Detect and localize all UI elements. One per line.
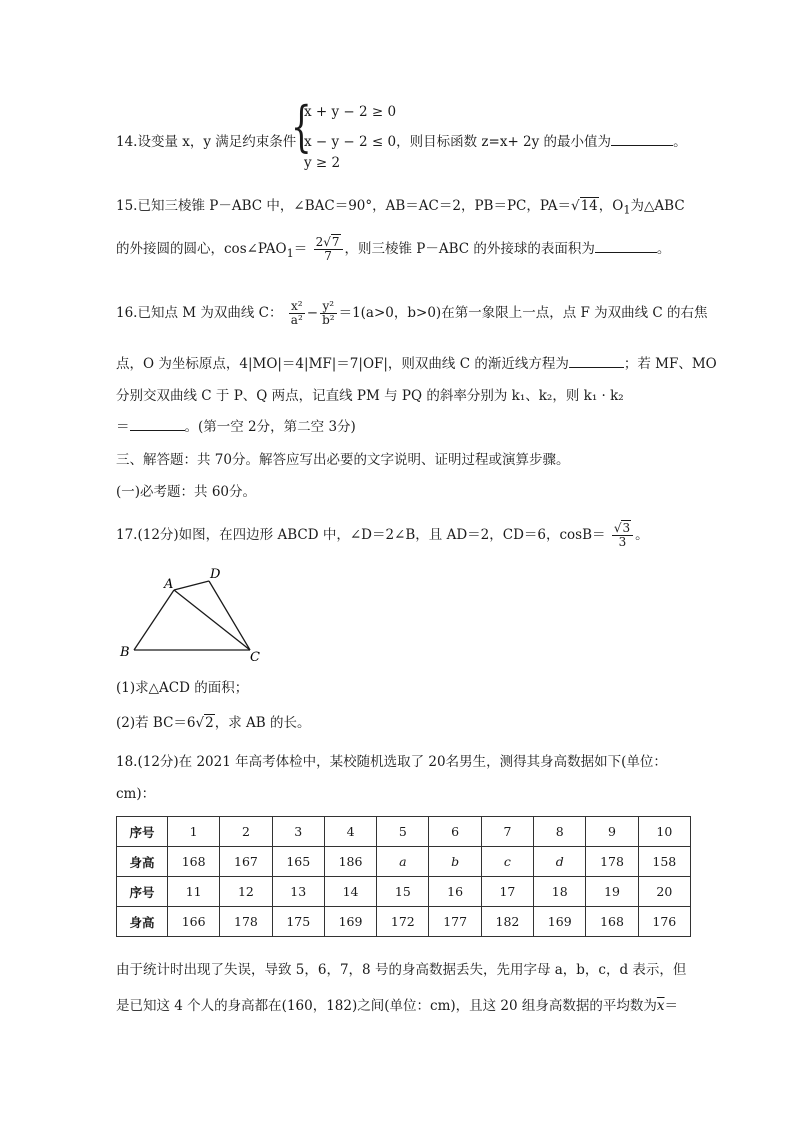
q17-part-2: [116, 711, 310, 731]
q15-sqrt-14: 14: [580, 198, 598, 214]
q17-frac-den: 3: [618, 535, 627, 550]
q16-answer-blank-2[interactable]: [130, 418, 185, 431]
q17-p2-sqrt: 2: [205, 715, 214, 731]
q17-p2a: (2)若 BC＝6: [116, 715, 196, 731]
table-cell: 158: [638, 847, 690, 877]
label-c: C: [250, 650, 260, 664]
q14-c2-text: x − y − 2 ≤ 0: [304, 134, 397, 150]
q16-a2: a²: [290, 313, 303, 328]
table-cell: 17: [481, 877, 533, 907]
q15-l1b: ，O: [598, 198, 624, 214]
q15-eq: ＝: [293, 241, 308, 258]
table-cell: 16: [429, 877, 481, 907]
q18-a2b: ＝: [664, 998, 679, 1014]
label-a: A: [164, 577, 174, 592]
q14-constraint-2: [304, 130, 687, 150]
label-b: B: [120, 645, 130, 660]
table-cell: b: [429, 847, 481, 877]
q15-line-1: [116, 194, 685, 217]
table-cell: 8: [534, 817, 586, 847]
q18-a2a: 是已知这 4 个人的身高都在(160，182)之间(单位：cm)，且这 20 组身高数据的平均数为: [116, 998, 657, 1014]
table-cell: c: [481, 847, 533, 877]
table-cell: d: [534, 847, 586, 877]
q15-frac-sqrt: 7: [331, 235, 340, 249]
q16-line-3: 分别交双曲线 C 于 P、Q 两点，记直线 PM 与 PQ 的斜率分别为 k₁、k₂，则 k₁ · k₂: [116, 388, 624, 404]
q16-l2b: ；若 MF、MO: [623, 356, 717, 372]
q18-after-2: [116, 994, 678, 1014]
q18-after-1: 由于统计时出现了失误，导致 5，6，7，8 号的身高数据丢失，先用字母 a，b，c，d 表示，但: [116, 962, 687, 978]
table-cell: 169: [534, 907, 586, 937]
q16-minus: −: [306, 305, 319, 322]
q14-stem: [116, 130, 296, 150]
table-cell: 10: [638, 817, 690, 847]
table-row: [117, 817, 691, 847]
table-cell: 2: [220, 817, 272, 847]
q16-line-2: [116, 352, 717, 372]
q17-end: 。: [635, 527, 649, 544]
q16-b2: b²: [322, 313, 335, 328]
table-cell: 14: [324, 877, 376, 907]
table-cell: 165: [272, 847, 324, 877]
table-cell: 1: [168, 817, 220, 847]
q17-stem: [116, 522, 649, 549]
row-label-no-2: 序号: [117, 877, 168, 907]
table-cell: 167: [220, 847, 272, 877]
q16-l2a: 点，O 为坐标原点，4|MO|＝4|MF|＝7|OF|，则双曲线 C 的渐近线方程为: [116, 356, 569, 372]
q14-answer-blank[interactable]: [611, 133, 673, 146]
table-cell: 9: [586, 817, 638, 847]
table-cell: 6: [429, 817, 481, 847]
q15-frac-coef: 2: [315, 235, 324, 249]
q15-frac-den: 7: [324, 249, 332, 264]
table-cell: 19: [586, 877, 638, 907]
q15-fraction: [314, 236, 343, 263]
q17-stem-text: 17.(12分)如图，在四边形 ABCD 中，∠D＝2∠B，且 AD＝2，CD＝6，cosB＝: [116, 527, 606, 544]
q17-p2b: ，求 AB 的长。: [214, 715, 311, 731]
table-cell: 7: [481, 817, 533, 847]
q18-stem-2: cm)：: [116, 786, 156, 802]
section-3-subheading: (一)必考题：共 60分。: [116, 484, 257, 500]
table-cell: 11: [168, 877, 220, 907]
q16-line-1: [116, 300, 708, 327]
q16-line-4: [116, 415, 356, 435]
table-row: [117, 907, 691, 937]
q15-sub1: 1: [623, 203, 631, 217]
table-cell: 166: [168, 907, 220, 937]
q18-stem-1: 18.(12分)在 2021 年高考体检中，某校随机选取了 20名男生，测得其身高数据如下(单位：: [116, 754, 667, 770]
edge-ab: [134, 590, 174, 650]
q17-part-1: (1)求△ACD 的面积；: [116, 680, 249, 696]
q16-frac-y: [320, 300, 337, 327]
q15-l2b: ，则三棱锥 P－ABC 的外接球的表面积为: [344, 241, 595, 258]
q14-constraint-1: x + y − 2 ≥ 0: [304, 104, 397, 120]
row-label-height-1: 身高: [117, 847, 168, 877]
q14-end: 。: [673, 134, 687, 150]
table-cell: 20: [638, 877, 690, 907]
q15-l1a: 15.已知三棱锥 P－ABC 中，∠BAC＝90°，AB＝AC＝2，PB＝PC，PA＝: [116, 198, 571, 214]
table-cell: 168: [168, 847, 220, 877]
edge-dc: [209, 581, 250, 650]
table-cell: 182: [481, 907, 533, 937]
table-cell: 176: [638, 907, 690, 937]
edge-ac: [174, 590, 250, 650]
table-cell: 186: [324, 847, 376, 877]
section-3-heading: 三、解答题：共 70分。解答应写出必要的文字说明、证明过程或演算步骤。: [116, 452, 570, 468]
q15-answer-blank[interactable]: [595, 240, 657, 253]
q15-sub2: 1: [286, 246, 294, 260]
mean-symbol: $\overline{x}$: [656, 998, 665, 1014]
table-cell: 178: [586, 847, 638, 877]
table-cell: 168: [586, 907, 638, 937]
table-cell: 12: [220, 877, 272, 907]
q16-l1b: ＝1(a>0，b>0)在第一象限上一点，点 F 为双曲线 C 的右焦: [338, 305, 708, 322]
q16-l1a: 16.已知点 M 为双曲线 C：: [116, 305, 283, 322]
edge-ad: [174, 581, 209, 590]
table-cell: 177: [429, 907, 481, 937]
q15-line-2: [116, 236, 670, 263]
height-table: [116, 816, 691, 937]
q16-l4b: 。(第一空 2分，第二空 3分): [184, 419, 356, 435]
sqrt-icon: √: [570, 198, 580, 214]
label-d: D: [210, 567, 221, 582]
q16-l4a: ＝: [116, 419, 130, 435]
q14-constraint-3: y ≥ 2: [304, 155, 341, 171]
row-label-no-1: 序号: [117, 817, 168, 847]
table-cell: a: [377, 847, 429, 877]
q17-fraction: [612, 522, 633, 549]
table-cell: 178: [220, 907, 272, 937]
table-row: [117, 847, 691, 877]
table-cell: 18: [534, 877, 586, 907]
table-cell: 172: [377, 907, 429, 937]
table-cell: 5: [377, 817, 429, 847]
row-label-height-2: 身高: [117, 907, 168, 937]
table-row: [117, 877, 691, 907]
q14-suffix: ，则目标函数 z=x+ 2y 的最小值为: [396, 134, 612, 150]
q14-prefix: 14.设变量 x，y 满足约束条件: [116, 134, 297, 150]
table-cell: 4: [324, 817, 376, 847]
table-cell: 3: [272, 817, 324, 847]
q17-frac-num: 3: [622, 521, 631, 535]
table-cell: 15: [377, 877, 429, 907]
q15-l2a: 的外接圆的圆心，cos∠PAO: [116, 241, 287, 258]
quadrilateral-figure: [112, 564, 272, 664]
q15-end: 。: [656, 241, 671, 258]
sqrt-icon: √: [195, 715, 205, 731]
q16-x2: x²: [289, 300, 305, 314]
table-cell: 175: [272, 907, 324, 937]
q15-l1c: 为△ABC: [630, 198, 685, 214]
sqrt-icon: √: [613, 521, 622, 535]
table-cell: 13: [272, 877, 324, 907]
q16-answer-blank-1[interactable]: [569, 355, 624, 368]
q16-frac-x: [289, 300, 305, 327]
table-cell: 169: [324, 907, 376, 937]
q16-y2: y²: [320, 300, 337, 314]
sqrt-icon: √: [323, 235, 331, 249]
q14-brace: {: [291, 95, 312, 158]
